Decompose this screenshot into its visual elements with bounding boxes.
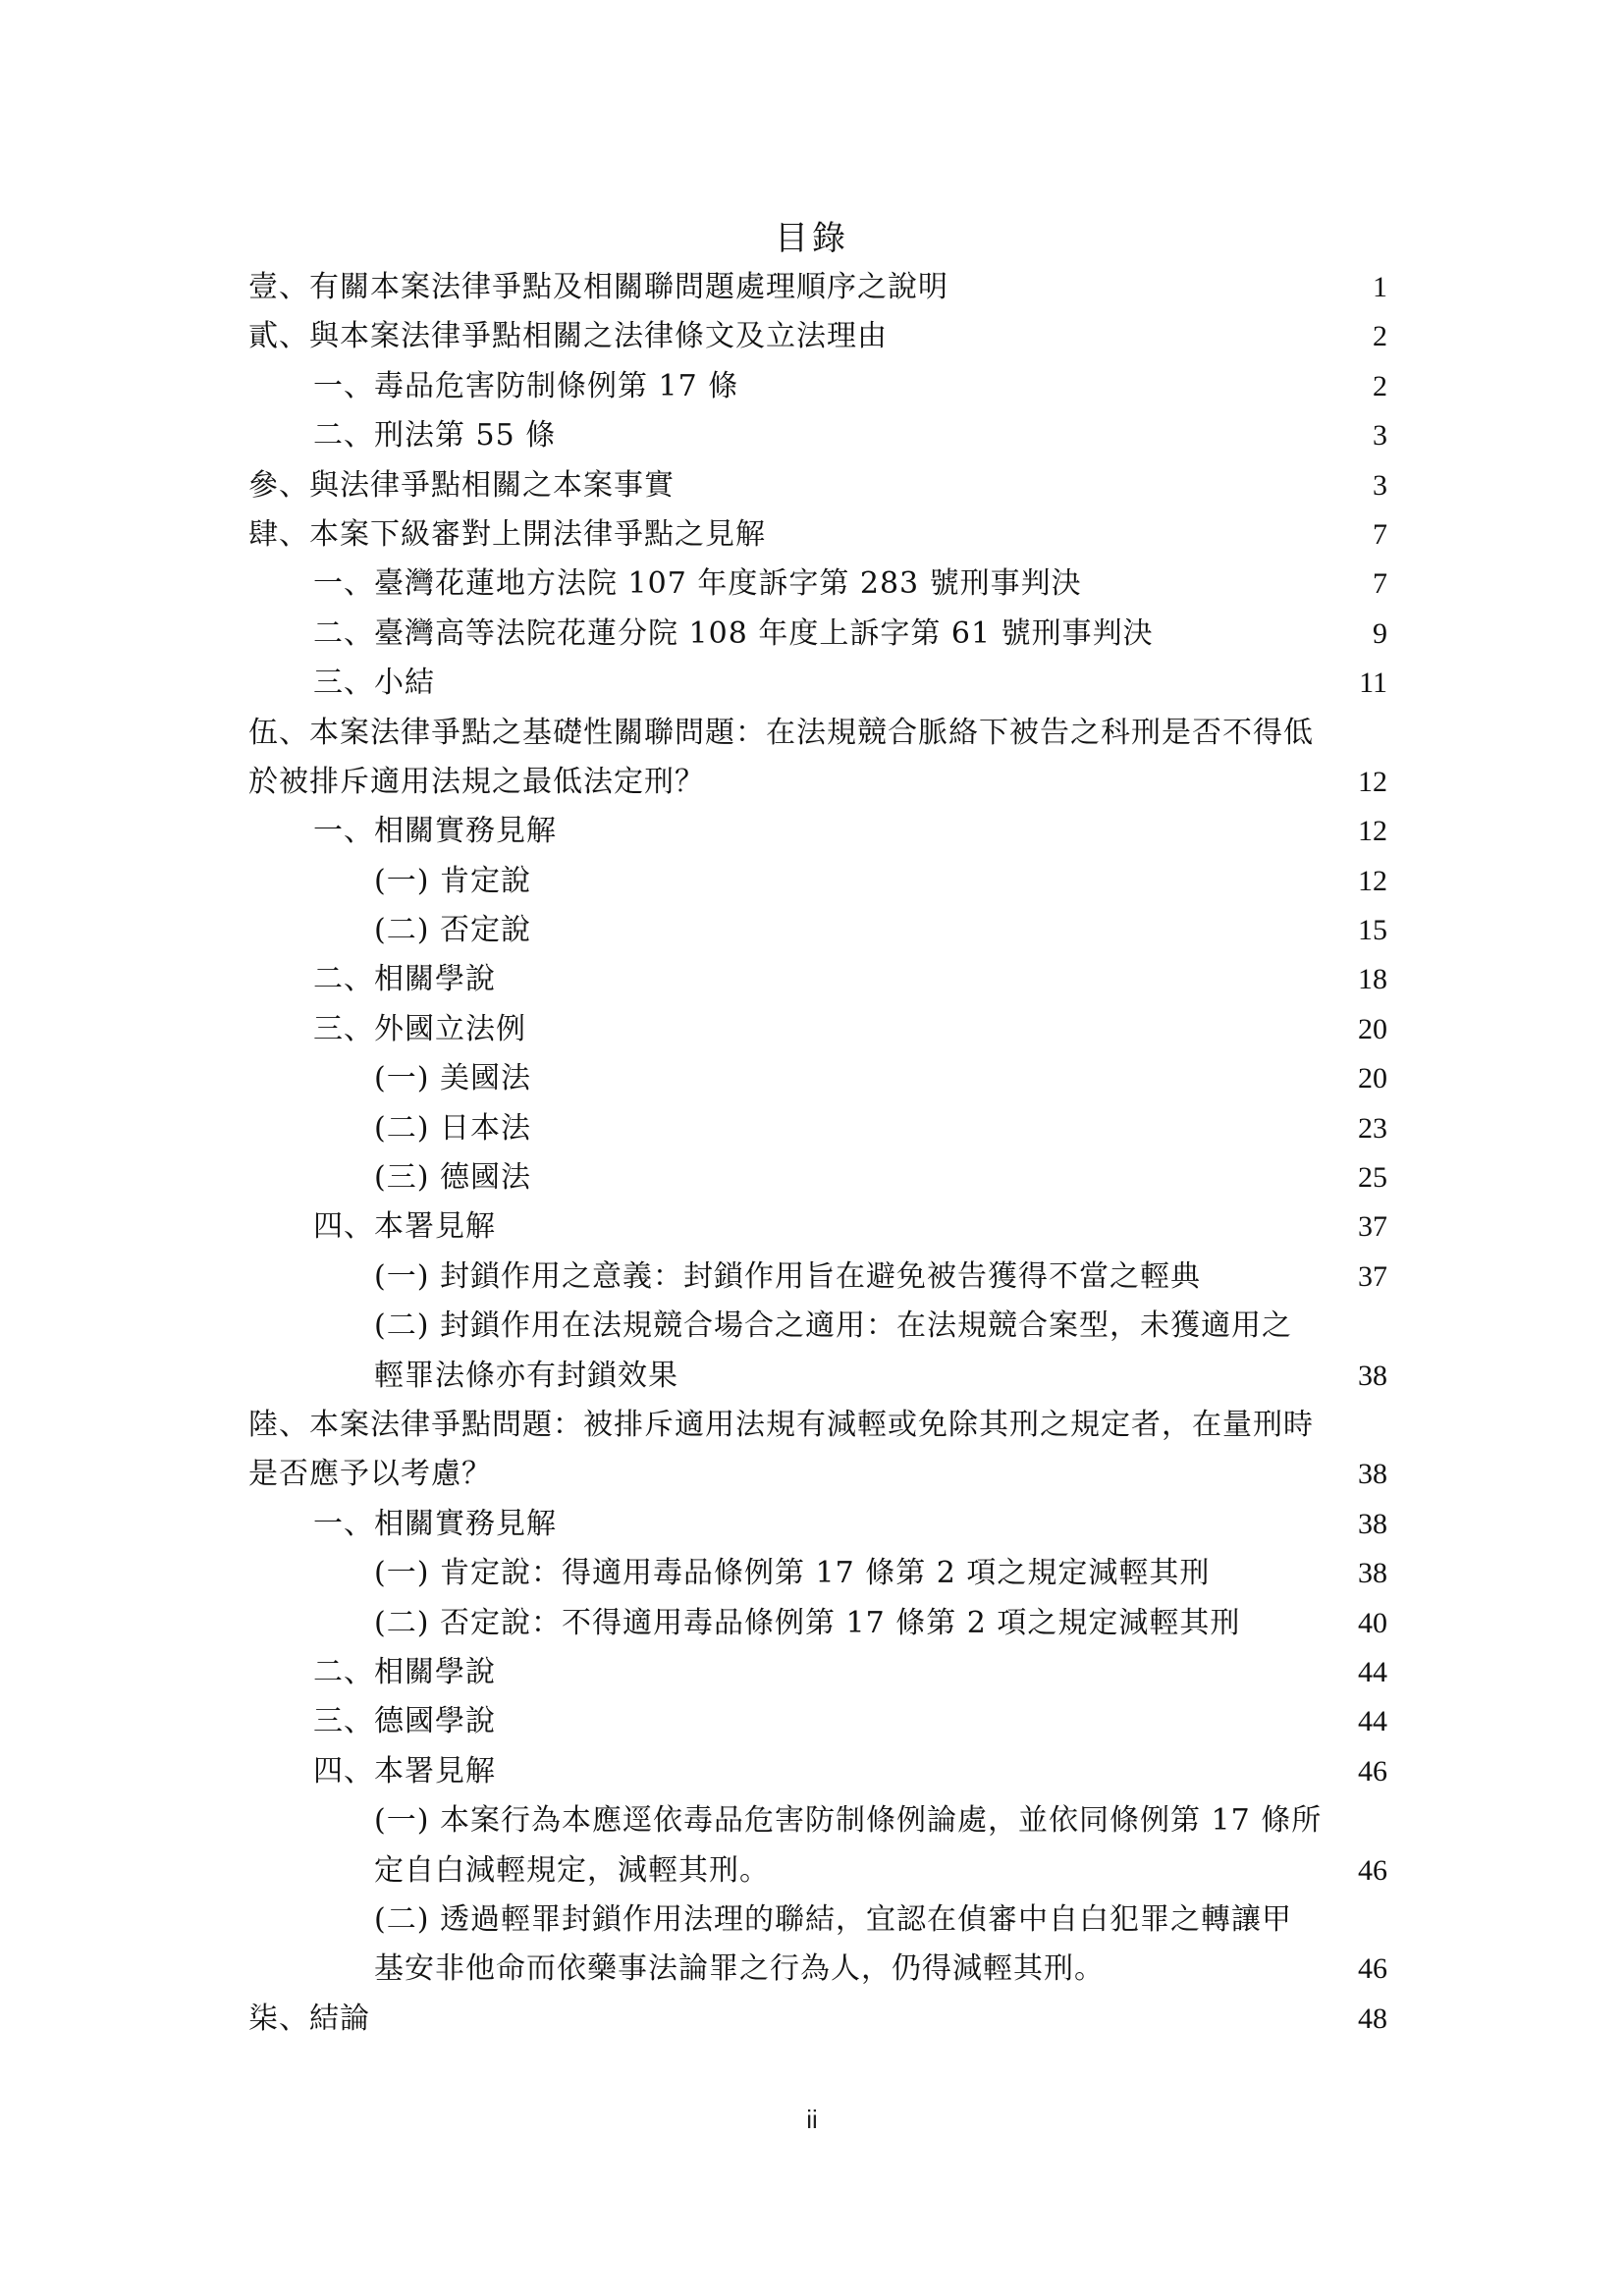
- toc-entry-page: 1: [1373, 271, 1387, 303]
- toc-entry-label: (三) 德國法: [374, 1160, 531, 1196]
- toc-entry-page: 20: [1358, 1012, 1387, 1045]
- toc-entry-label: 四、本署見解: [313, 1753, 496, 1789]
- toc-entry[interactable]: [248, 1896, 1387, 1995]
- toc-entry-page: 44: [1358, 1655, 1387, 1688]
- toc-entry-label: (二) 透過輕罪封鎖作用法理的聯結，宜認在偵審中自白犯罪之轉讓甲: [374, 1901, 1292, 1937]
- toc-entry-label: 一、毒品危害防制條例第 17 條: [313, 368, 739, 403]
- toc-entry-label-continued: 定自白減輕規定，減輕其刑。: [374, 1852, 770, 1888]
- toc-entry-label: (一) 肯定說: [374, 863, 531, 898]
- toc-entry[interactable]: [248, 955, 1387, 1004]
- toc-entry-page: 7: [1373, 517, 1387, 551]
- toc-entry[interactable]: [248, 709, 1387, 808]
- toc-entry[interactable]: [248, 1500, 1387, 1549]
- toc-entry[interactable]: [248, 1104, 1387, 1153]
- toc-entry-label: 柒、結論: [248, 2001, 370, 2036]
- toc-entry[interactable]: [248, 1648, 1387, 1697]
- toc-entry[interactable]: [248, 411, 1387, 460]
- toc-entry-label-continued: 於被排斥適用法規之最低法定刑？: [248, 764, 705, 799]
- toc-entry-label: (一) 美國法: [374, 1061, 531, 1096]
- toc-entry[interactable]: [248, 1401, 1387, 1500]
- toc-entry-page: 44: [1358, 1705, 1387, 1738]
- toc-entry-page: 3: [1373, 419, 1387, 453]
- toc-entry[interactable]: [248, 610, 1387, 659]
- toc-entry-label: 肆、本案下級審對上開法律爭點之見解: [248, 516, 766, 552]
- toc-entry-page: 40: [1358, 1606, 1387, 1639]
- toc-entry-page: 37: [1358, 1259, 1387, 1293]
- toc-entry[interactable]: [248, 1253, 1387, 1302]
- toc-entry-label-continued: 輕罪法條亦有封鎖效果: [374, 1358, 678, 1393]
- toc-entry-page: 23: [1358, 1111, 1387, 1145]
- toc-entry[interactable]: [248, 461, 1387, 510]
- toc-entry-label: (二) 封鎖作用在法規競合場合之適用：在法規競合案型，未獲適用之: [374, 1308, 1292, 1344]
- toc-entry[interactable]: [248, 1202, 1387, 1252]
- toc-entry-page: 38: [1358, 1458, 1387, 1491]
- toc-entry-page: 15: [1358, 914, 1387, 947]
- toc-entry-label: (二) 否定說：不得適用毒品條例第 17 條第 2 項之規定減輕其刑: [374, 1605, 1241, 1640]
- toc-entry-label: 二、臺灣高等法院花蓮分院 108 年度上訴字第 61 號刑事判決: [313, 615, 1154, 651]
- toc-entry[interactable]: [248, 906, 1387, 955]
- toc-entry-page: 9: [1373, 616, 1387, 650]
- toc-entry-page: 25: [1358, 1161, 1387, 1195]
- toc-entry-page: 37: [1358, 1210, 1387, 1244]
- toc-entry-label: 二、相關學說: [313, 962, 496, 997]
- toc-entry[interactable]: [248, 807, 1387, 856]
- toc-entry-page: 46: [1358, 1754, 1387, 1788]
- toc-title: 目錄: [775, 219, 849, 258]
- toc-entry-label: 貳、與本案法律爭點相關之法律條文及立法理由: [248, 319, 888, 354]
- toc-entry-label: 三、外國立法例: [313, 1011, 526, 1046]
- toc-entry[interactable]: [248, 263, 1387, 312]
- toc-entry-page: 3: [1373, 468, 1387, 502]
- toc-entry[interactable]: [248, 1995, 1387, 2044]
- toc-entry[interactable]: [248, 312, 1387, 361]
- toc-entry-label: 一、相關實務見解: [313, 1506, 557, 1541]
- toc-entry-page: 11: [1359, 667, 1387, 700]
- toc-entry-label: 參、與法律爭點相關之本案事實: [248, 467, 675, 503]
- toc-entry-page: 46: [1358, 1952, 1387, 1986]
- toc-entry-page: 20: [1358, 1062, 1387, 1095]
- toc-entry[interactable]: [248, 659, 1387, 708]
- toc-entry-label-continued: 基安非他命而依藥事法論罪之行為人，仍得減輕其刑。: [374, 1951, 1105, 1987]
- toc-entry-page: 2: [1373, 320, 1387, 353]
- toc-entry-label: 壹、有關本案法律爭點及相關聯問題處理順序之說明: [248, 270, 948, 304]
- toc-entry-label: 三、小結: [313, 666, 435, 701]
- toc-entry-page: 46: [1358, 1853, 1387, 1887]
- toc-entry-label: 陸、本案法律爭點問題：被排斥適用法規有減輕或免除其刑之規定者，在量刑時: [248, 1408, 1314, 1443]
- toc-entry[interactable]: [248, 1153, 1387, 1202]
- toc-entry-page: 38: [1358, 1359, 1387, 1392]
- toc-entry-page: 2: [1373, 369, 1387, 402]
- page-number: ii: [806, 2105, 818, 2134]
- toc-entry-page: 12: [1358, 864, 1387, 897]
- toc-list: [248, 263, 1387, 2044]
- toc-entry[interactable]: [248, 1796, 1387, 1896]
- toc-entry-label: (一) 本案行為本應逕依毒品危害防制條例論處，並依同條例第 17 條所: [374, 1803, 1323, 1839]
- toc-entry[interactable]: [248, 1054, 1387, 1103]
- toc-entry-label: (一) 肯定說：得適用毒品條例第 17 條第 2 項之規定減輕其刑: [374, 1556, 1211, 1591]
- toc-entry-page: 18: [1358, 963, 1387, 996]
- toc-entry[interactable]: [248, 560, 1387, 609]
- toc-entry[interactable]: [248, 857, 1387, 906]
- toc-entry[interactable]: [248, 362, 1387, 411]
- toc-entry[interactable]: [248, 1302, 1387, 1401]
- toc-entry[interactable]: [248, 510, 1387, 560]
- toc-entry-page: 12: [1358, 765, 1387, 798]
- toc-entry[interactable]: [248, 1697, 1387, 1746]
- toc-entry-label: (一) 封鎖作用之意義：封鎖作用旨在避免被告獲得不當之輕典: [374, 1258, 1201, 1294]
- toc-entry-page: 12: [1358, 815, 1387, 848]
- toc-entry-label-continued: 是否應予以考慮？: [248, 1457, 492, 1492]
- toc-entry-label: 四、本署見解: [313, 1209, 496, 1245]
- toc-entry[interactable]: [248, 1005, 1387, 1054]
- toc-entry-page: 38: [1358, 1507, 1387, 1540]
- toc-entry-label: (二) 否定說: [374, 913, 531, 948]
- toc-entry-page: 38: [1358, 1557, 1387, 1590]
- toc-entry-label: 一、臺灣花蓮地方法院 107 年度訴字第 283 號刑事判決: [313, 566, 1082, 602]
- toc-entry-label: 一、相關實務見解: [313, 814, 557, 849]
- toc-entry[interactable]: [248, 1549, 1387, 1598]
- toc-entry-label: 三、德國學說: [313, 1704, 496, 1739]
- toc-entry-page: 48: [1358, 2002, 1387, 2035]
- toc-entry-label: 伍、本案法律爭點之基礎性關聯問題：在法規競合脈絡下被告之科刑是否不得低: [248, 715, 1314, 750]
- toc-entry-label: 二、相關學說: [313, 1654, 496, 1689]
- toc-entry-page: 7: [1373, 567, 1387, 601]
- toc-entry-label: 二、刑法第 55 條: [313, 418, 557, 454]
- toc-entry-label: (二) 日本法: [374, 1110, 531, 1146]
- toc-entry[interactable]: [248, 1747, 1387, 1796]
- toc-entry[interactable]: [248, 1599, 1387, 1648]
